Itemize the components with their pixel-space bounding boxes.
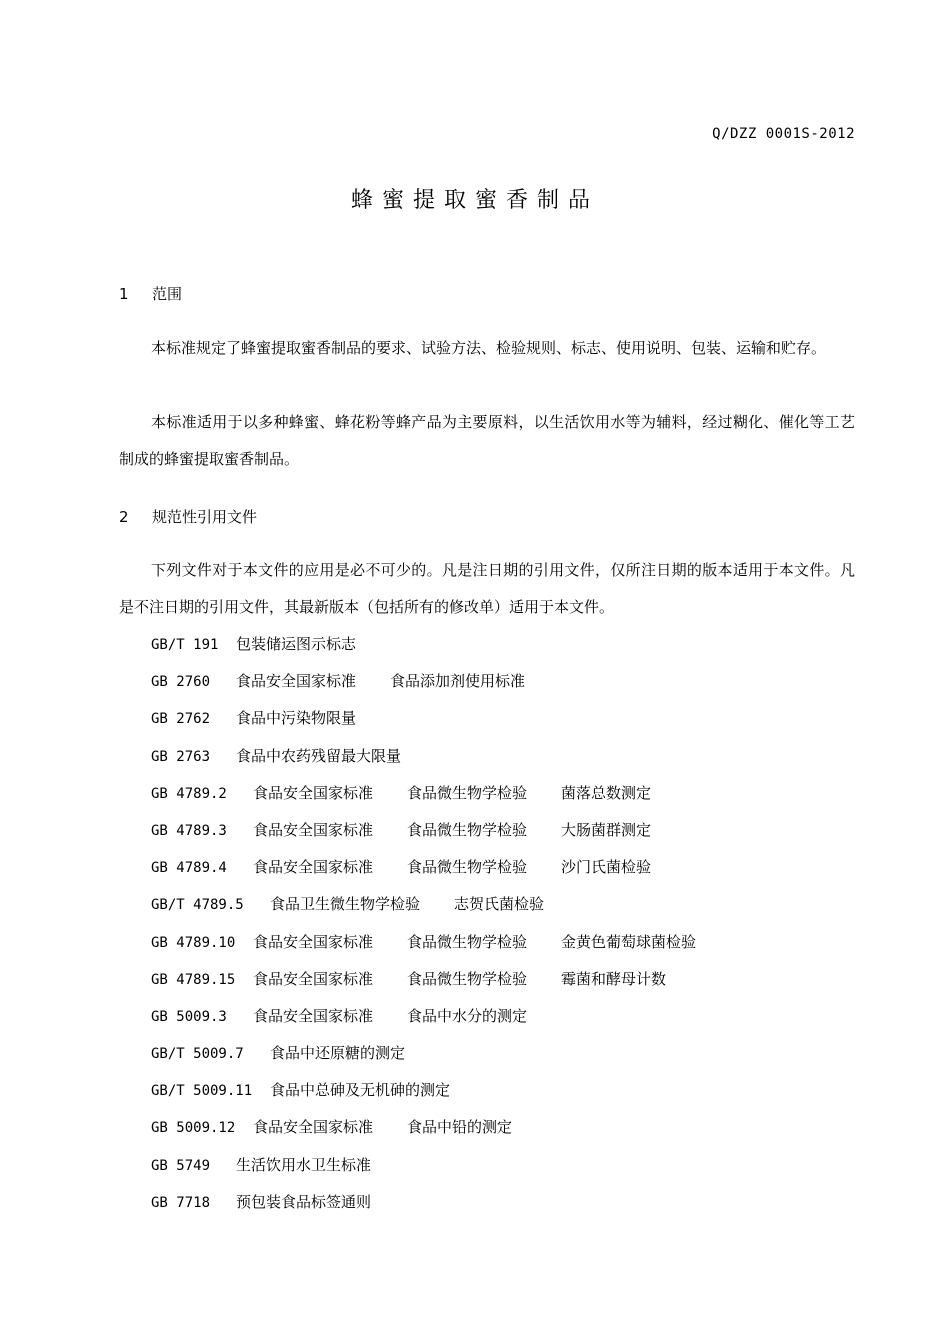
reference-code: GB/T 4789.5 <box>151 897 244 914</box>
reference-code: GB 7718 <box>151 1194 211 1211</box>
reference-item <box>151 626 696 663</box>
document-title: 蜂蜜提取蜜香制品 <box>350 188 599 213</box>
reference-item <box>151 1147 696 1184</box>
reference-title: 食品安全国家标准 <box>253 820 374 839</box>
reference-list <box>151 626 696 1221</box>
reference-code: GB 4789.10 <box>151 934 236 951</box>
section-1-heading <box>119 283 182 304</box>
reference-title: 食品添加剂使用标准 <box>390 672 526 691</box>
reference-code: GB/T 5009.11 <box>151 1083 253 1100</box>
reference-code: GB/T 5009.7 <box>151 1046 244 1063</box>
normative-intro: 下列文件对于本文件的应用是必不可少的。凡是注日期的引用文件，仅所注日期的版本适用于本文件。凡是不注日期的引用文件，其最新版本（包括所有的修改单）适用于本文件。 <box>119 561 855 616</box>
reference-item <box>151 738 696 775</box>
reference-item <box>151 924 696 961</box>
reference-title: 食品中还原糖的测定 <box>270 1044 406 1063</box>
reference-title: 生活饮用水卫生标准 <box>236 1155 372 1174</box>
reference-item <box>151 886 696 923</box>
reference-item <box>151 1109 696 1146</box>
reference-item <box>151 812 696 849</box>
reference-code: GB 4789.15 <box>151 971 236 988</box>
reference-item <box>151 1035 696 1072</box>
reference-code: GB 4789.2 <box>151 785 227 802</box>
reference-code: GB 5009.3 <box>151 1008 227 1025</box>
reference-title: 食品中水分的测定 <box>407 1006 528 1025</box>
reference-title: 预包装食品标签通则 <box>236 1192 372 1211</box>
reference-item <box>151 700 696 737</box>
reference-title: 食品安全国家标准 <box>253 783 374 802</box>
reference-title: 食品微生物学检验 <box>407 932 528 951</box>
reference-title: 包装储运图示标志 <box>236 635 357 653</box>
reference-title: 食品微生物学检验 <box>407 969 528 988</box>
reference-code: GB 4789.3 <box>151 822 227 839</box>
section-number: 2 <box>119 508 129 526</box>
scope-paragraph-2: 本标准适用于以多种蜂蜜、蜂花粉等蜂产品为主要原料，以生活饮用水等为辅料，经过糊化、催化等工艺制成的蜂蜜提取蜜香制品。 <box>119 413 855 468</box>
reference-title: 食品安全国家标准 <box>253 1006 374 1025</box>
reference-title: 食品中总砷及无机砷的测定 <box>270 1081 451 1100</box>
reference-title: 食品中污染物限量 <box>236 709 357 728</box>
reference-title: 食品中铅的测定 <box>407 1118 513 1137</box>
reference-title: 大肠菌群测定 <box>561 820 652 839</box>
reference-title: 食品微生物学检验 <box>407 820 528 839</box>
reference-code: GB 2762 <box>151 711 211 728</box>
reference-title: 食品安全国家标准 <box>253 858 374 877</box>
reference-item <box>151 1072 696 1109</box>
reference-title: 食品安全国家标准 <box>253 969 374 988</box>
reference-title: 菌落总数测定 <box>561 783 652 802</box>
reference-title: 食品卫生微生物学检验 <box>270 895 421 914</box>
reference-title: 食品安全国家标准 <box>236 672 357 691</box>
reference-item <box>151 1184 696 1221</box>
reference-item <box>151 849 696 886</box>
reference-code: GB/T 191 <box>151 637 219 653</box>
standard-code: Q/DZZ 0001S-2012 <box>712 126 855 142</box>
reference-item <box>151 961 696 998</box>
reference-item <box>151 775 696 812</box>
reference-title: 霉菌和酵母计数 <box>561 969 667 988</box>
reference-title: 食品中农药残留最大限量 <box>236 746 402 765</box>
reference-title: 金黄色葡萄球菌检验 <box>561 932 697 951</box>
section-2-heading <box>119 506 257 527</box>
reference-code: GB 2763 <box>151 748 211 765</box>
reference-code: GB 5009.12 <box>151 1120 236 1137</box>
section-number: 1 <box>119 285 129 303</box>
reference-title: 食品微生物学检验 <box>407 858 528 877</box>
section-title: 规范性引用文件 <box>152 508 258 526</box>
reference-title: 沙门氏菌检验 <box>561 858 652 877</box>
reference-title: 食品安全国家标准 <box>253 1118 374 1137</box>
reference-code: GB 5749 <box>151 1157 211 1174</box>
reference-code: GB 4789.4 <box>151 860 227 877</box>
section-title: 范围 <box>152 285 183 303</box>
reference-title: 食品微生物学检验 <box>407 783 528 802</box>
reference-title: 志贺氏菌检验 <box>454 895 545 914</box>
scope-paragraph-1: 本标准规定了蜂蜜提取蜜香制品的要求、试验方法、检验规则、标志、使用说明、包装、运输和贮存。 <box>151 339 827 357</box>
reference-item <box>151 663 696 700</box>
reference-item <box>151 998 696 1035</box>
reference-code: GB 2760 <box>151 674 211 691</box>
reference-title: 食品安全国家标准 <box>253 932 374 951</box>
